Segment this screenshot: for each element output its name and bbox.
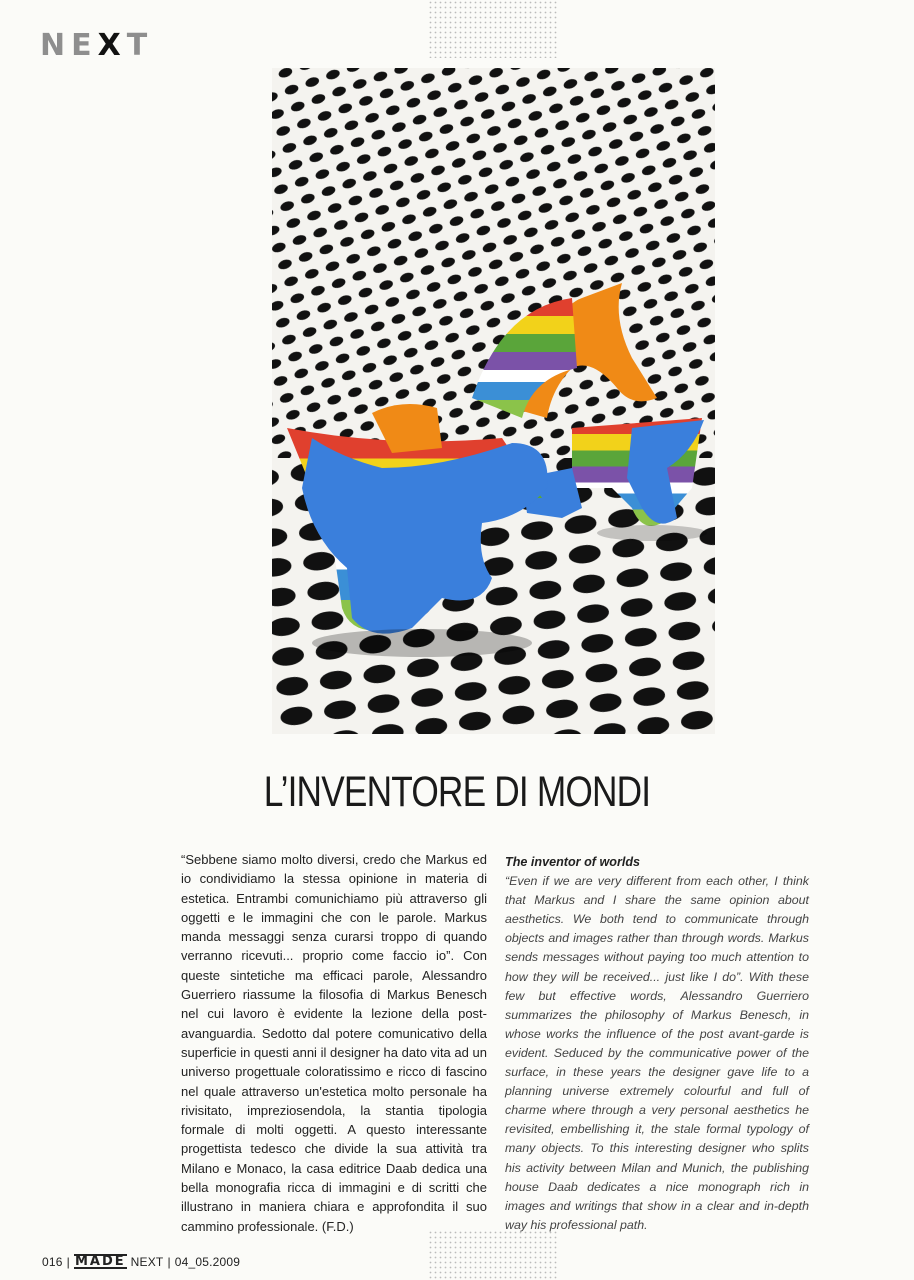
- issue-date: 04_05.2009: [174, 1254, 241, 1269]
- magazine-logo: MADE: [74, 1254, 126, 1269]
- english-body-text: “Even if we are very different from each other, I think that Markus and I share the same opinion about aesthetics. We both tend to communicate through objects and images rather than through words. Markus sends messages without paying too much attention to how they will be received... just like I do”. With these few but effective words, Alessandro Guerriero summarizes the philosophy of Markus Benesch, in whose works the influence of the post avant-garde is evident. Seduced by the communicative power of the surface, in these years the designer gave life to a planning universe extremely colourful and full of charme where through a very personal aesthetics he revisited, embellishing it, the stale formal typology of many objects. To this interesting designer who splits his activity between Milan and Munich, the publishing house Daab dedicates a nice monograph rich in images and writings that show in a clear and in-depth way his professional path.: [505, 874, 809, 1232]
- page-footer: [42, 1254, 240, 1269]
- english-column: [505, 853, 809, 1235]
- article-photo: [272, 68, 715, 734]
- footer-section: NEXT: [130, 1254, 164, 1269]
- decorative-dot-grid-bottom: [428, 1230, 558, 1280]
- photo-illustration: [272, 68, 715, 734]
- article-title: L’INVENTORE DI MONDI: [263, 768, 651, 816]
- decorative-dot-grid-top: [428, 0, 558, 58]
- footer-separator-2: |: [167, 1254, 171, 1269]
- english-subtitle: The inventor of worlds: [505, 855, 641, 869]
- section-logo: [40, 28, 153, 63]
- logo-text-x: X: [97, 28, 127, 63]
- logo-text-t: T: [126, 28, 154, 63]
- page-number: 016: [42, 1254, 63, 1269]
- italian-body-text: “Sebbene siamo molto diversi, credo che Markus ed io condividiamo la stessa opinione in materia di estetica. Entrambi comunichiamo più attraverso gli oggetti e le immagini che con le parole. Markus manda messaggi senza curarsi troppo di quando verranno ricevuti... proprio come faccio io”. Con queste sintetiche ma efficaci parole, Alessandro Guerriero riassume la filosofia di Markus Benesch nel cui lavoro è evidente la lezione della post-avanguardia. Sedotto dal potere comunicativo della superficie in questi anni il designer ha dato vita ad un universo progettuale coloratissimo e ricco di fascino nel quale attraverso un'estetica molto personale ha rivisitato, impreziosendola, la stantia tipologia formale di molti oggetti. A questo interessante progettista tedesco che divide la sua attività tra Milano e Monaco, la casa editrice Daab dedica una bella monografia ricca di immagini e di scritti che illustrano in maniera chiara e approfondita il suo cammino professionale. (F.D.): [181, 852, 487, 1234]
- logo-text-ne: NE: [40, 28, 98, 63]
- footer-separator-1: |: [66, 1254, 70, 1269]
